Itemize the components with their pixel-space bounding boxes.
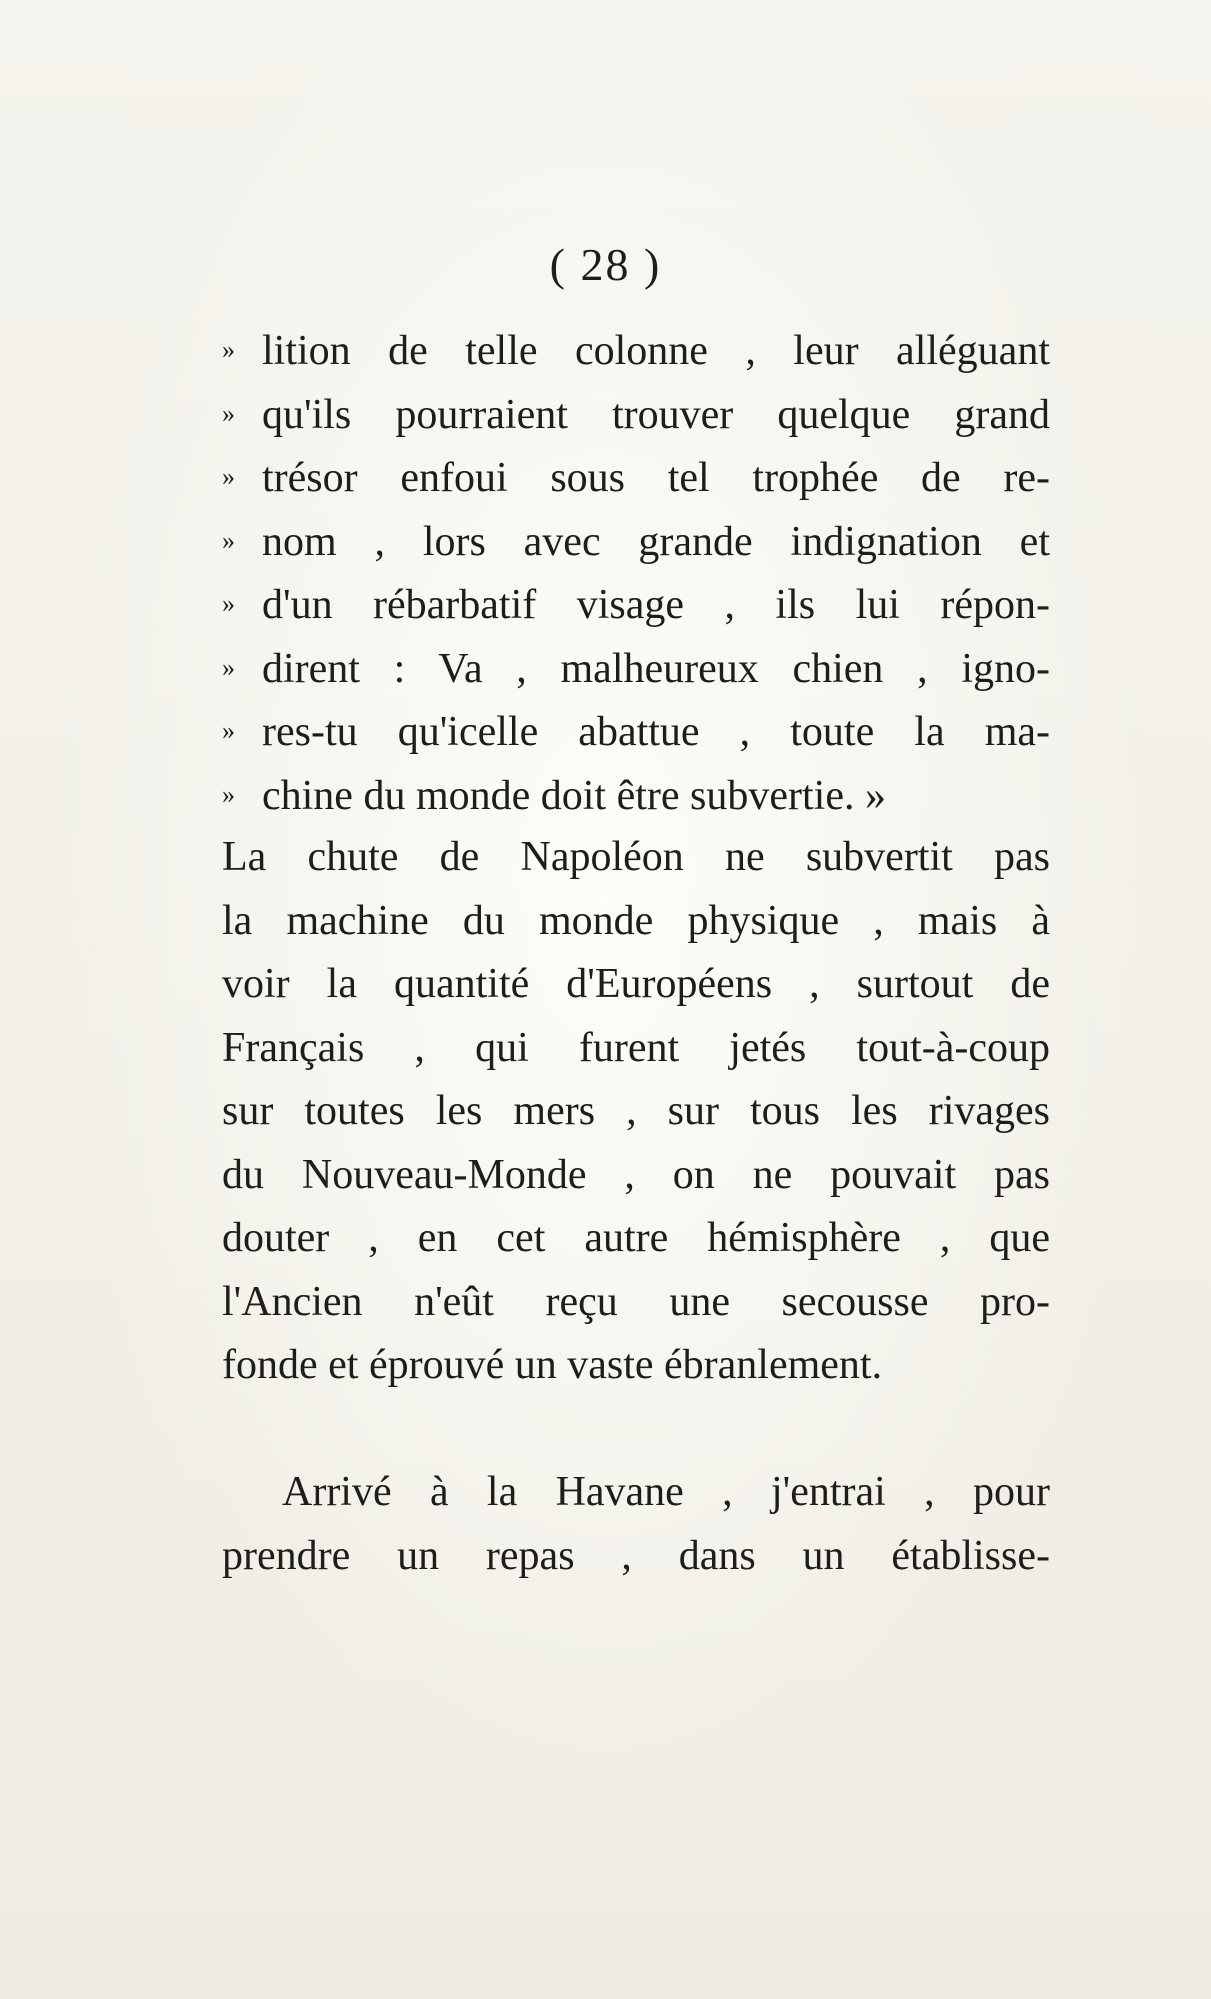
quote-mark: » (222, 525, 235, 555)
quote-line-8: » chine du monde doit être subvertie. » (222, 763, 1050, 827)
quote-line-3: » trésor enfoui sous tel trophée de re- (222, 445, 1050, 509)
quote-mark: » (222, 652, 235, 682)
quote-mark: » (222, 335, 235, 364)
next-paragraph (222, 1461, 1050, 1588)
quote-mark: » (222, 462, 235, 491)
paragraph-line: fonde et éprouvé un vaste ébranlement. (222, 1342, 883, 1388)
quote-line-2: » qu'ils pourraient trouver quelque grand (222, 382, 1050, 446)
quote-line-5: » d'un rébarbatif visage , ils lui répon- (222, 572, 1050, 636)
paragraph (222, 826, 1050, 1398)
quote-line-6: » dirent : Va , malheureux chien , igno- (222, 636, 1050, 700)
quote-mark: » (222, 398, 235, 428)
paragraph-line: l'Ancien n'eût reçu une secousse pro- (222, 1278, 1050, 1325)
paragraph-line: Arrivé à la Havane , j'entrai , pour (282, 1469, 1050, 1515)
paragraph-line: du Nouveau-Monde , on ne pouvait pas (222, 1151, 1050, 1198)
paragraph-line: prendre un repas , dans un établisse- (222, 1532, 1050, 1579)
paragraph-line: douter , en cet autre hémisphère , que (222, 1215, 1050, 1261)
paragraph-line: sur toutes les mers , sur tous les rivages (222, 1088, 1050, 1134)
page-number: ( 28 ) (549, 239, 662, 290)
paragraph-gap (222, 1398, 1050, 1462)
quote-mark: » (222, 716, 235, 745)
quote-mark: » (222, 779, 235, 809)
quote-line-4: » nom , lors avec grande indignation et (222, 509, 1050, 573)
quote-line-7: » res-tu qu'icelle abattue , toute la ma- (222, 699, 1050, 763)
paragraph-line: la machine du monde physique , mais à (222, 897, 1050, 944)
paragraph-line: Français , qui furent jetés tout-à-coup (222, 1024, 1050, 1071)
paragraph-line: voir la quantité d'Européens , surtout de (222, 961, 1050, 1007)
quote-mark: » (222, 589, 235, 618)
text-block (222, 318, 1050, 1588)
quote-line-1: » lition de telle colonne , leur alléguant (222, 318, 1050, 382)
paragraph-line: La chute de Napoléon ne subvertit pas (222, 834, 1050, 880)
quotation-passage (222, 318, 1050, 826)
